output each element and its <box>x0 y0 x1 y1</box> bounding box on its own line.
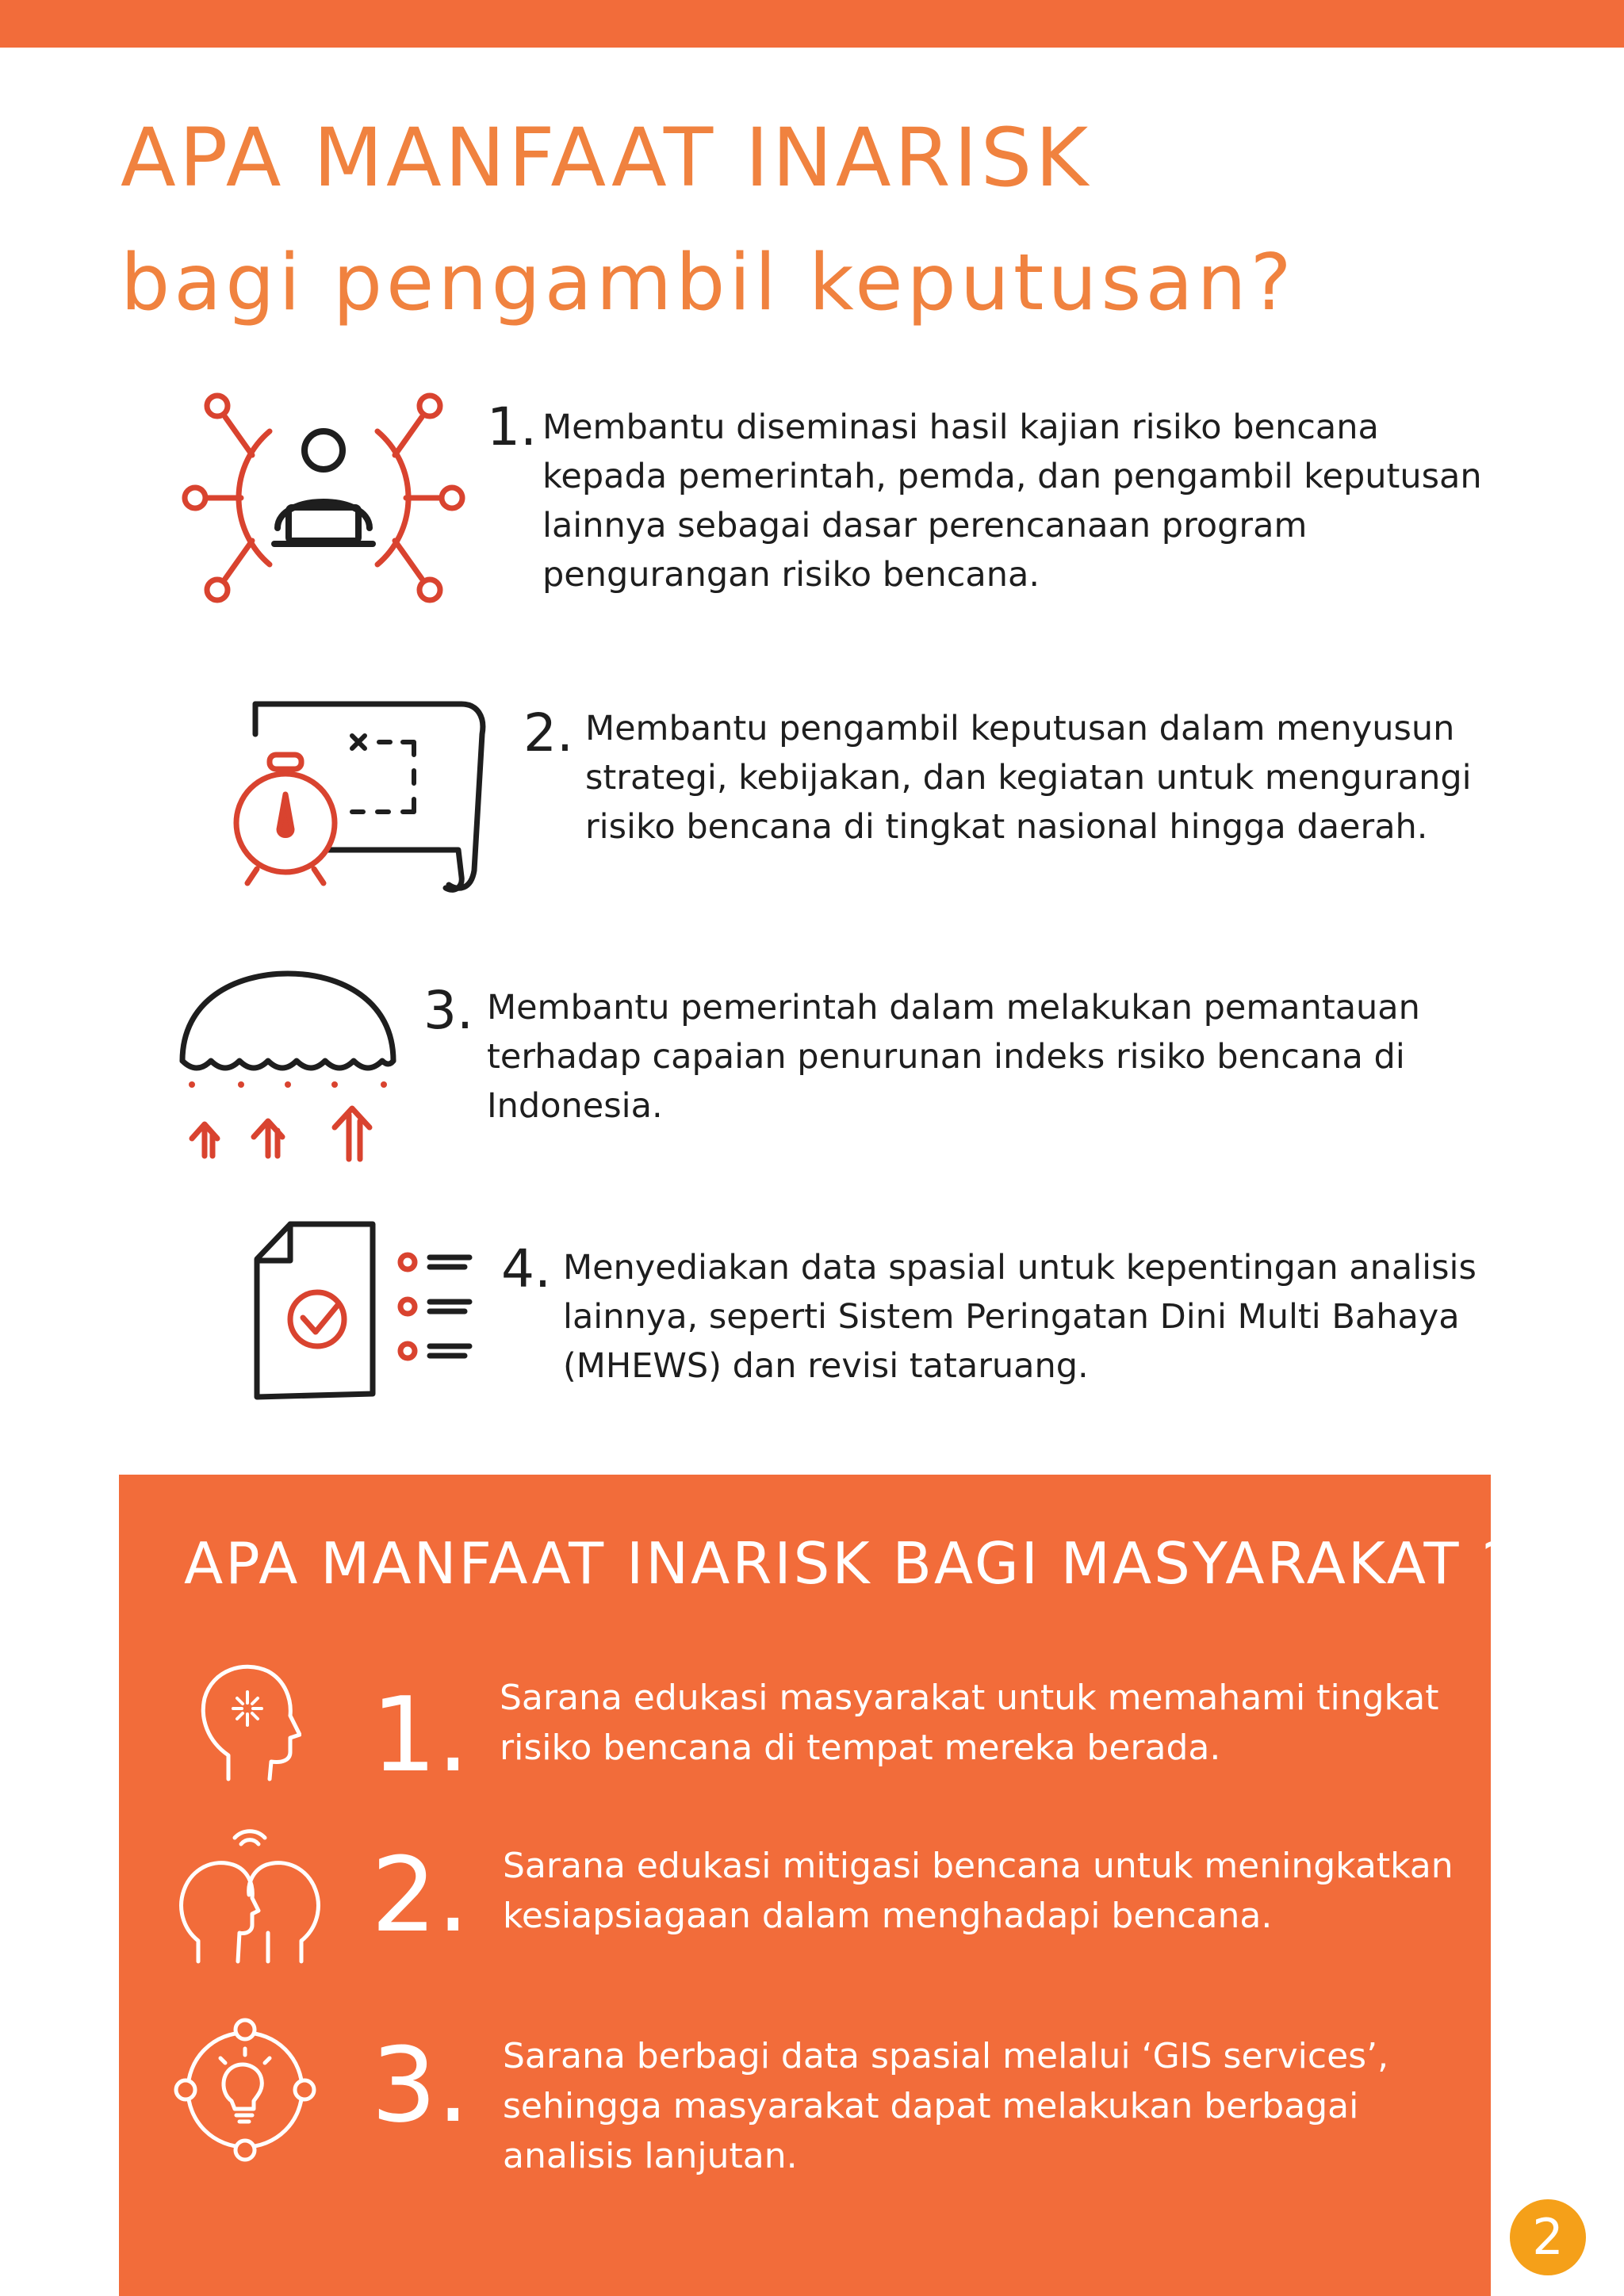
top-accent-bar <box>0 0 1624 48</box>
two-heads-broadcast-icon <box>176 1822 324 1965</box>
dm-item-3-text: Membantu pemerintah dalam melakukan pemantauan terhadap capaian penurunan indeks risiko bencana di Indonesia. <box>487 988 1420 1126</box>
community-benefits-panel <box>119 1475 1515 2296</box>
head-idea-icon <box>197 1659 301 1784</box>
dm-item-1-number: 1. <box>487 396 537 457</box>
dm-item-2-number: 2. <box>523 702 573 763</box>
dm-item-2-text: Membantu pengambil keputusan dalam menyusun strategi, kebijakan, dan kegiatan untuk mengurangi risiko bencana di tingkat nasional hingga daerah. <box>585 709 1472 847</box>
person-network-icon <box>176 385 471 609</box>
document-checklist-icon <box>249 1219 476 1403</box>
dm-item-4-number: 4. <box>501 1238 551 1299</box>
community-item-3-number: 3. <box>371 2025 470 2145</box>
dm-item-4-text: Menyediakan data spasial untuk kepentingan analisis lainnya, seperti Sistem Peringatan Dini Multi Bahaya (MHEWS) dan revisi tataruang. <box>563 1248 1477 1386</box>
dm-item-3-number: 3. <box>423 980 473 1041</box>
community-item-1-text: Sarana edukasi masyarakat untuk memahami tingkat risiko bencana di tempat mereka berada. <box>500 1678 1439 1768</box>
community-panel-title: APA MANFAAT INARISK BAGI MASYARAKAT ? <box>184 1530 1515 1597</box>
community-item-2-text: Sarana edukasi mitigasi bencana untuk meningkatkan kesiapsiagaan dalam menghadapi bencana. <box>503 1846 1454 1936</box>
lightbulb-network-icon <box>171 2017 319 2163</box>
page-title-line2: bagi pengambil keputusan? <box>121 238 1296 328</box>
community-item-1-number: 1. <box>371 1674 470 1795</box>
page-number-badge: 2 <box>1510 2199 1586 2275</box>
page-title-line1: APA MANFAAT INARISK <box>121 111 1092 205</box>
dm-item-1-text: Membantu diseminasi hasil kajian risiko bencana kepada pemerintah, pemda, dan pengambil keputusan lainnya sebagai dasar perencanaan program pengurangan risiko bencana. <box>542 408 1482 595</box>
community-item-3-text: Sarana berbagi data spasial melalui ‘GIS services’, sehingga masyarakat dapat melakukan berbagai analisis lanjutan. <box>503 2036 1389 2176</box>
community-item-2-number: 2. <box>371 1835 470 1955</box>
alarm-strategy-map-icon <box>224 695 488 897</box>
umbrella-arrows-icon <box>176 969 400 1164</box>
